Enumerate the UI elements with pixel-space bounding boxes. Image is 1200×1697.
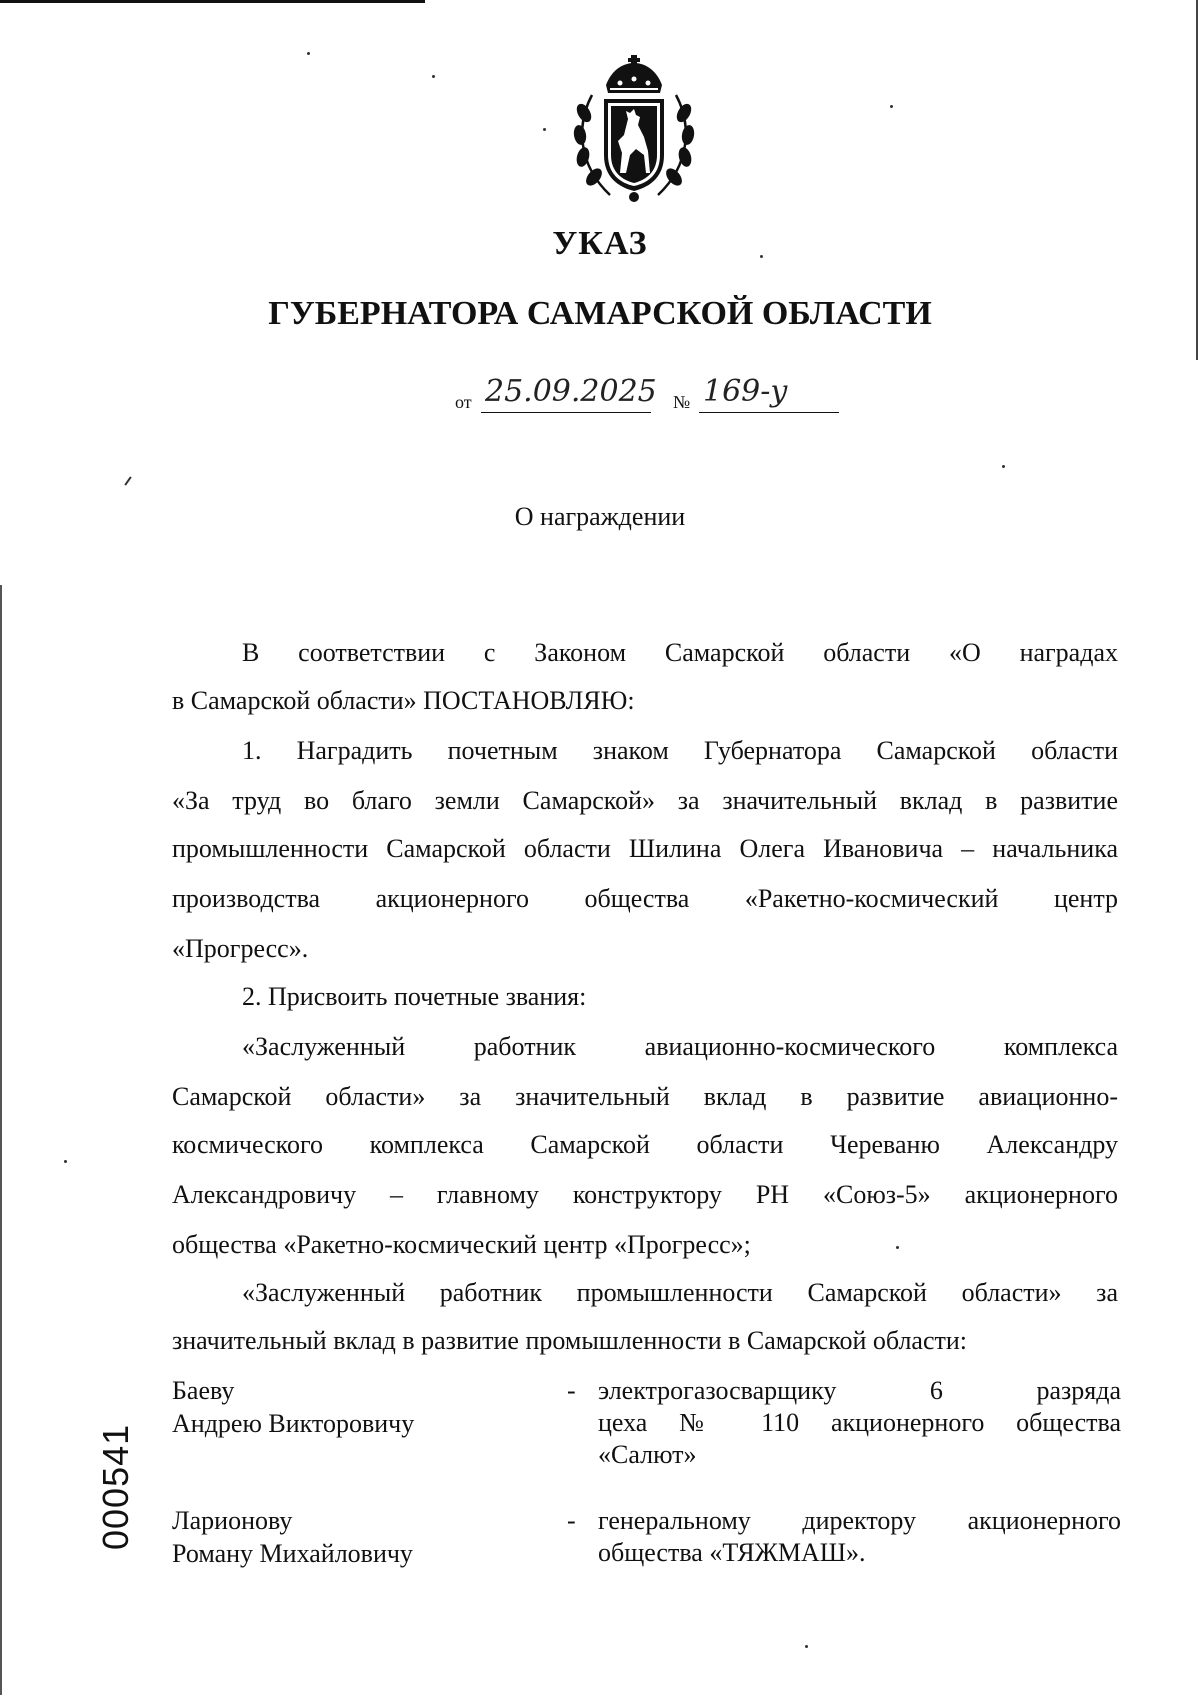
document-title: УКАЗ	[552, 225, 648, 262]
awardee-position-line: общества «ТЯЖМАШ».	[598, 1538, 866, 1567]
awardee-position-line: электрогазосварщику 6 разряда	[598, 1376, 1121, 1405]
awardee-position	[598, 1376, 1121, 1472]
awardee-given-names: Роману Михайловичу	[172, 1539, 413, 1568]
item1-line: «За труд во благо земли Самарской» за значительный вклад в развитие	[172, 786, 1118, 815]
title-a-line: Александровичу – главному конструктору РН «Союз-5» акционерного	[172, 1180, 1118, 1209]
scan-edge-left	[0, 585, 2, 1695]
title-b-line: значительный вклад в развитие промышленности в Самарской области:	[172, 1326, 967, 1355]
preamble-line: В соответствии с Законом Самарской области «О наградах	[242, 638, 1118, 667]
decree-number: 169-у	[703, 374, 788, 409]
title-a-line: общества «Ракетно-космический центр «Прогресс»;	[172, 1230, 751, 1259]
awardee-given-names: Андрею Викторовичу	[172, 1409, 415, 1438]
item1-line: промышленности Самарской области Шилина Олега Ивановича – начальника	[172, 834, 1118, 863]
form-serial-number: 000541	[95, 1423, 136, 1550]
item1-line: «Прогресс».	[172, 934, 309, 963]
scan-speck	[805, 1645, 808, 1648]
title-b-line: «Заслуженный работник промышленности Самарской области» за	[242, 1278, 1118, 1307]
awardee-position-line: цеха № 110 акционерного общества	[598, 1408, 1121, 1437]
scan-speck	[890, 105, 893, 108]
scan-speck	[124, 476, 131, 485]
item1-line: производства акционерного общества «Ракетно-космический центр	[172, 884, 1118, 913]
awardee-position	[598, 1506, 1121, 1570]
title-a-line: космического комплекса Самарской области Череваню Александру	[172, 1130, 1118, 1159]
preamble-line: в Самарской области» ПОСТАНОВЛЯЮ:	[172, 686, 635, 715]
scan-speck	[432, 75, 435, 78]
scan-edge-top	[0, 0, 425, 3]
document-issuer: ГУБЕРНАТОРА САМАРСКОЙ ОБЛАСТИ	[268, 295, 932, 332]
scan-speck	[543, 128, 546, 131]
awardee-dash: -	[567, 1376, 576, 1405]
awardee-surname: Ларионову	[172, 1506, 293, 1535]
from-label: от	[455, 392, 472, 412]
samara-region-coat-of-arms-icon	[570, 55, 698, 205]
number-underline	[699, 412, 839, 413]
scan-speck	[1002, 465, 1005, 468]
awardee-position-line: «Салют»	[598, 1440, 697, 1469]
scan-speck	[64, 1160, 67, 1163]
awardee-dash: -	[567, 1506, 576, 1535]
item2-heading: 2. Присвоить почетные звания:	[242, 982, 587, 1011]
number-label: №	[673, 392, 691, 412]
scan-speck	[307, 52, 310, 55]
date-underline	[481, 412, 651, 413]
decree-subject: О награждении	[514, 502, 686, 531]
decree-date: 25.09.2025	[485, 374, 657, 409]
awardee-surname: Баеву	[172, 1376, 235, 1405]
item1-line: 1. Наградить почетным знаком Губернатора Самарской области	[242, 736, 1118, 765]
title-a-line: «Заслуженный работник авиационно-космического комплекса	[242, 1032, 1118, 1061]
awardee-position-line: генеральному директору акционерного	[598, 1506, 1121, 1535]
title-a-line: Самарской области» за значительный вклад в развитие авиационно-	[172, 1082, 1118, 1111]
decree-date-number	[455, 374, 845, 418]
